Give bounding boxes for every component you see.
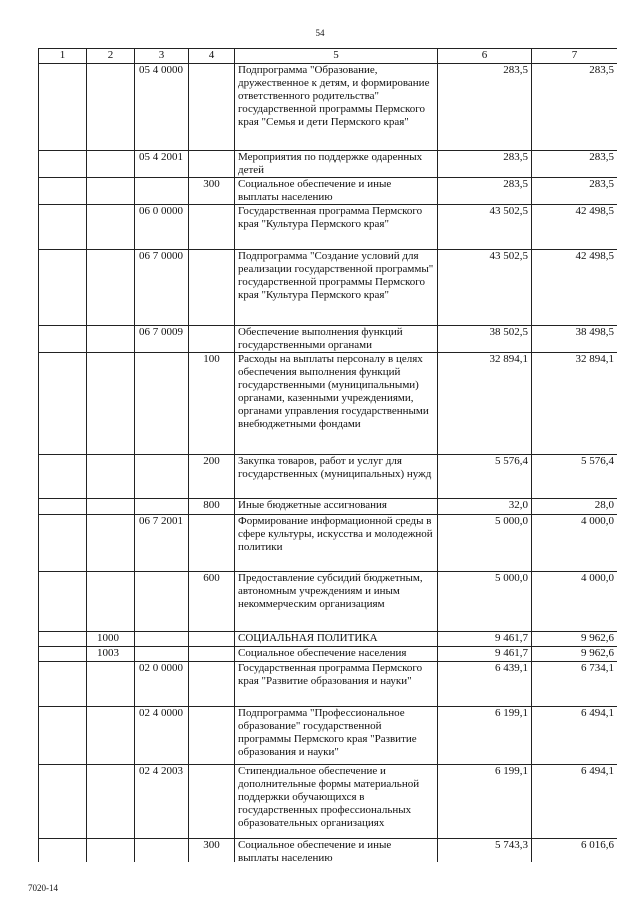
cell-col-5: Государственная программа Пермского края "Развитие образования и науки" <box>235 662 438 707</box>
cell-col-5: Закупка товаров, работ и услуг для государственных (муниципальных) нужд <box>235 455 438 499</box>
cell-col-2 <box>87 455 135 499</box>
cell-col-1 <box>39 662 87 707</box>
cell-col-2: 1003 <box>87 647 135 662</box>
cell-col-5: Обеспечение выполнения функций государственными органами <box>235 326 438 353</box>
cell-col-1 <box>39 515 87 572</box>
cell-col-6: 6 439,1 <box>438 662 532 707</box>
cell-col-5: Мероприятия по поддержке одаренных детей <box>235 151 438 178</box>
cell-col-5: Стипендиальное обеспечение и дополнительные формы материальной поддержки обучающихся в государственных профессиональных образовательных организациях <box>235 765 438 839</box>
table-row <box>39 499 618 515</box>
table-body <box>39 64 618 863</box>
table-row <box>39 515 618 572</box>
table-row <box>39 647 618 662</box>
cell-col-6: 5 000,0 <box>438 515 532 572</box>
cell-col-4: 600 <box>189 572 235 632</box>
cell-col-4 <box>189 205 235 250</box>
cell-col-5: Социальное обеспечение населения <box>235 647 438 662</box>
cell-col-2 <box>87 250 135 326</box>
cell-col-1 <box>39 647 87 662</box>
cell-col-5: Иные бюджетные ассигнования <box>235 499 438 515</box>
cell-col-2 <box>87 64 135 151</box>
cell-col-5: Социальное обеспечение и иные выплаты населению <box>235 178 438 205</box>
table-row <box>39 572 618 632</box>
cell-col-4: 100 <box>189 353 235 455</box>
cell-col-3 <box>135 632 189 647</box>
cell-col-5: Подпрограмма "Создание условий для реализации государственной программы" государственной программы Пермского края "Культура Пермского края" <box>235 250 438 326</box>
cell-col-5: Государственная программа Пермского края "Культура Пермского края" <box>235 205 438 250</box>
cell-col-5: Подпрограмма "Образование, дружественное к детям, и формирование ответственного родительства" государственной программы Пермского края "Семья и дети Пермского края" <box>235 64 438 151</box>
table-row <box>39 178 618 205</box>
cell-col-7: 283,5 <box>532 64 618 151</box>
cell-col-3 <box>135 499 189 515</box>
header-col-1: 1 <box>39 49 87 64</box>
cell-col-7: 4 000,0 <box>532 515 618 572</box>
cell-col-2 <box>87 353 135 455</box>
cell-col-4: 300 <box>189 178 235 205</box>
cell-col-5: Подпрограмма "Профессиональное образование" государственной программы Пермского края "Развитие образования и науки" <box>235 707 438 765</box>
cell-col-7: 6 016,6 <box>532 839 618 863</box>
cell-col-5: Социальное обеспечение и иные выплаты населению <box>235 839 438 863</box>
cell-col-3 <box>135 572 189 632</box>
cell-col-4: 800 <box>189 499 235 515</box>
cell-col-1 <box>39 499 87 515</box>
cell-col-1 <box>39 64 87 151</box>
cell-col-6: 43 502,5 <box>438 205 532 250</box>
table-row <box>39 662 618 707</box>
cell-col-2 <box>87 572 135 632</box>
header-col-3: 3 <box>135 49 189 64</box>
cell-col-6: 283,5 <box>438 178 532 205</box>
table-row <box>39 455 618 499</box>
cell-col-3: 06 7 0000 <box>135 250 189 326</box>
header-col-6: 6 <box>438 49 532 64</box>
cell-col-6: 38 502,5 <box>438 326 532 353</box>
cell-col-2 <box>87 499 135 515</box>
cell-col-7: 9 962,6 <box>532 647 618 662</box>
cell-col-1 <box>39 765 87 839</box>
cell-col-1 <box>39 572 87 632</box>
table-row <box>39 839 618 863</box>
cell-col-6: 6 199,1 <box>438 707 532 765</box>
cell-col-1 <box>39 178 87 205</box>
cell-col-4 <box>189 515 235 572</box>
table-row <box>39 64 618 151</box>
cell-col-2 <box>87 178 135 205</box>
cell-col-6: 32 894,1 <box>438 353 532 455</box>
cell-col-4 <box>189 64 235 151</box>
cell-col-5: СОЦИАЛЬНАЯ ПОЛИТИКА <box>235 632 438 647</box>
cell-col-4 <box>189 647 235 662</box>
cell-col-7: 6 734,1 <box>532 662 618 707</box>
cell-col-6: 5 743,3 <box>438 839 532 863</box>
cell-col-7: 283,5 <box>532 178 618 205</box>
cell-col-6: 32,0 <box>438 499 532 515</box>
cell-col-4 <box>189 326 235 353</box>
cell-col-4 <box>189 662 235 707</box>
cell-col-1 <box>39 707 87 765</box>
page-number: 54 <box>315 28 325 38</box>
cell-col-2: 1000 <box>87 632 135 647</box>
table-row <box>39 151 618 178</box>
cell-col-7: 6 494,1 <box>532 707 618 765</box>
cell-col-3: 06 7 0009 <box>135 326 189 353</box>
table-row <box>39 765 618 839</box>
cell-col-3 <box>135 455 189 499</box>
cell-col-3 <box>135 839 189 863</box>
table-row <box>39 250 618 326</box>
cell-col-2 <box>87 839 135 863</box>
cell-col-3: 06 7 2001 <box>135 515 189 572</box>
cell-col-2 <box>87 205 135 250</box>
cell-col-1 <box>39 839 87 863</box>
budget-table <box>38 48 617 862</box>
cell-col-1 <box>39 326 87 353</box>
table-header-row <box>39 49 618 64</box>
cell-col-3: 06 0 0000 <box>135 205 189 250</box>
cell-col-4 <box>189 707 235 765</box>
cell-col-6: 283,5 <box>438 64 532 151</box>
cell-col-1 <box>39 250 87 326</box>
cell-col-6: 9 461,7 <box>438 647 532 662</box>
cell-col-3 <box>135 178 189 205</box>
cell-col-7: 28,0 <box>532 499 618 515</box>
cell-col-2 <box>87 515 135 572</box>
cell-col-6: 6 199,1 <box>438 765 532 839</box>
cell-col-3: 02 0 0000 <box>135 662 189 707</box>
cell-col-2 <box>87 326 135 353</box>
cell-col-7: 5 576,4 <box>532 455 618 499</box>
cell-col-6: 43 502,5 <box>438 250 532 326</box>
table-row <box>39 632 618 647</box>
cell-col-2 <box>87 707 135 765</box>
cell-col-5: Предоставление субсидий бюджетным, автономным учреждениям и иным некоммерческим организациям <box>235 572 438 632</box>
budget-table-container <box>38 48 617 862</box>
cell-col-7: 42 498,5 <box>532 205 618 250</box>
cell-col-7: 283,5 <box>532 151 618 178</box>
cell-col-3: 02 4 0000 <box>135 707 189 765</box>
header-col-5: 5 <box>235 49 438 64</box>
cell-col-4: 200 <box>189 455 235 499</box>
cell-col-7: 42 498,5 <box>532 250 618 326</box>
cell-col-3: 05 4 2001 <box>135 151 189 178</box>
table-row <box>39 326 618 353</box>
cell-col-6: 9 461,7 <box>438 632 532 647</box>
cell-col-7: 9 962,6 <box>532 632 618 647</box>
cell-col-3: 05 4 0000 <box>135 64 189 151</box>
cell-col-3 <box>135 647 189 662</box>
table-row <box>39 707 618 765</box>
cell-col-6: 5 576,4 <box>438 455 532 499</box>
cell-col-7: 4 000,0 <box>532 572 618 632</box>
footer-code: 7020-14 <box>28 883 58 893</box>
cell-col-3: 02 4 2003 <box>135 765 189 839</box>
cell-col-7: 38 498,5 <box>532 326 618 353</box>
cell-col-5: Формирование информационной среды в сфере культуры, искусства и молодежной политики <box>235 515 438 572</box>
cell-col-1 <box>39 151 87 178</box>
cell-col-4: 300 <box>189 839 235 863</box>
cell-col-4 <box>189 151 235 178</box>
header-col-7: 7 <box>532 49 618 64</box>
table-row <box>39 205 618 250</box>
cell-col-6: 283,5 <box>438 151 532 178</box>
cell-col-1 <box>39 353 87 455</box>
cell-col-2 <box>87 765 135 839</box>
cell-col-4 <box>189 632 235 647</box>
table-row <box>39 353 618 455</box>
cell-col-6: 5 000,0 <box>438 572 532 632</box>
cell-col-4 <box>189 765 235 839</box>
cell-col-1 <box>39 455 87 499</box>
cell-col-1 <box>39 205 87 250</box>
cell-col-1 <box>39 632 87 647</box>
cell-col-2 <box>87 662 135 707</box>
cell-col-7: 32 894,1 <box>532 353 618 455</box>
cell-col-3 <box>135 353 189 455</box>
cell-col-4 <box>189 250 235 326</box>
cell-col-2 <box>87 151 135 178</box>
cell-col-7: 6 494,1 <box>532 765 618 839</box>
header-col-2: 2 <box>87 49 135 64</box>
cell-col-5: Расходы на выплаты персоналу в целях обеспечения выполнения функций государственными (муниципальными) органами, казенными учреждениями, органами управления государственными внебюджетными фондами <box>235 353 438 455</box>
header-col-4: 4 <box>189 49 235 64</box>
